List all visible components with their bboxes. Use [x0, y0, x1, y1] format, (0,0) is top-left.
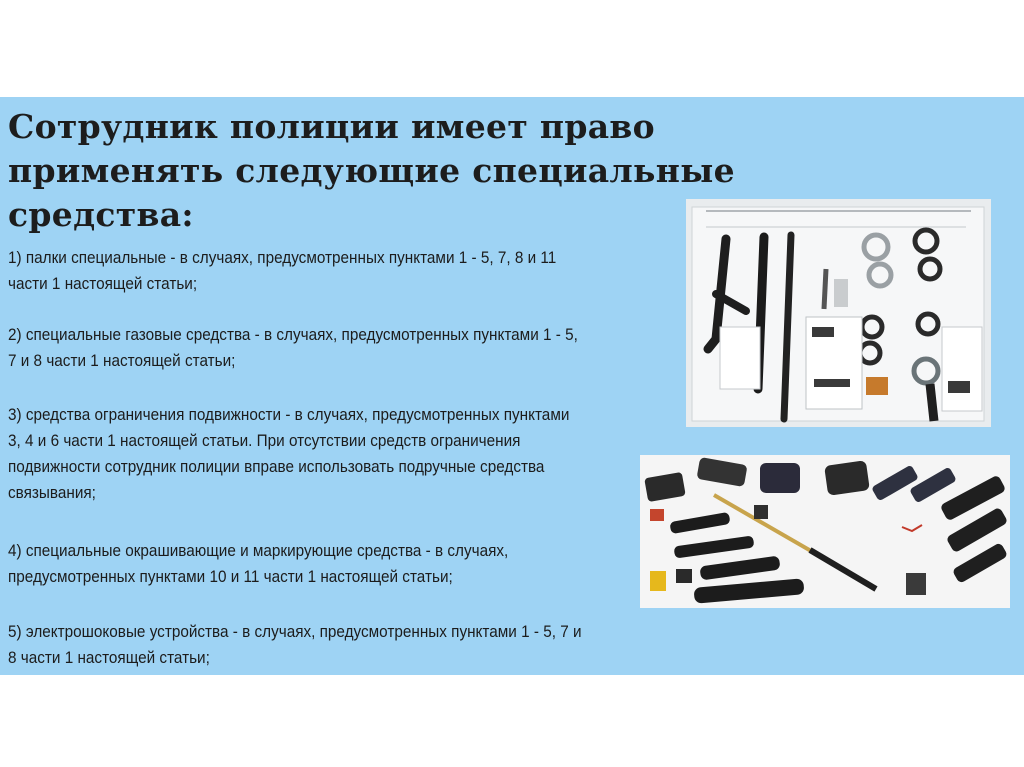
- list-item-line: 1) палки специальные - в случаях, предусмотренных пунктами 1 - 5, 7, 8 и 11: [8, 248, 557, 267]
- list-item-line: 7 и 8 части 1 настоящей статьи;: [8, 351, 236, 370]
- photo-electroshock-devices: [640, 455, 1010, 608]
- photo-electroshock-devices-graphic: [640, 455, 1010, 608]
- list-item-electroshock: [8, 619, 582, 671]
- list-item-line: 2) специальные газовые средства - в случаях, предусмотренных пунктами 1 - 5,: [8, 325, 578, 344]
- list-item-line: подвижности сотрудник полиции вправе использовать подручные средства: [8, 457, 545, 476]
- list-item-line: 3, 4 и 6 части 1 настоящей статьи. При отсутствии средств ограничения: [8, 431, 521, 450]
- list-item-line: 3) средства ограничения подвижности - в случаях, предусмотренных пунктами: [8, 405, 570, 424]
- list-item-gas: [8, 322, 578, 374]
- title-line: применять следующие специальные: [8, 151, 735, 190]
- photo-batons-handcuffs: [686, 199, 991, 427]
- title-line: средства:: [8, 195, 194, 234]
- photo-batons-handcuffs-graphic: [686, 199, 991, 427]
- slide: [0, 97, 1024, 675]
- list-item-batons: [8, 245, 556, 297]
- list-item-line: связывания;: [8, 483, 96, 502]
- list-item-line: 4) специальные окрашивающие и маркирующие средства - в случаях,: [8, 541, 509, 560]
- list-item-restraints: [8, 402, 569, 506]
- title-line: Сотрудник полиции имеет право: [8, 107, 655, 146]
- list-item-marking: [8, 538, 508, 590]
- list-item-line: 5) электрошоковые устройства - в случаях, предусмотренных пунктами 1 - 5, 7 и: [8, 622, 582, 641]
- list-item-line: части 1 настоящей статьи;: [8, 274, 198, 293]
- list-item-line: 8 части 1 настоящей статьи;: [8, 648, 210, 667]
- list-item-line: предусмотренных пунктами 10 и 11 части 1 настоящей статьи;: [8, 567, 453, 586]
- slide-title: [8, 105, 768, 237]
